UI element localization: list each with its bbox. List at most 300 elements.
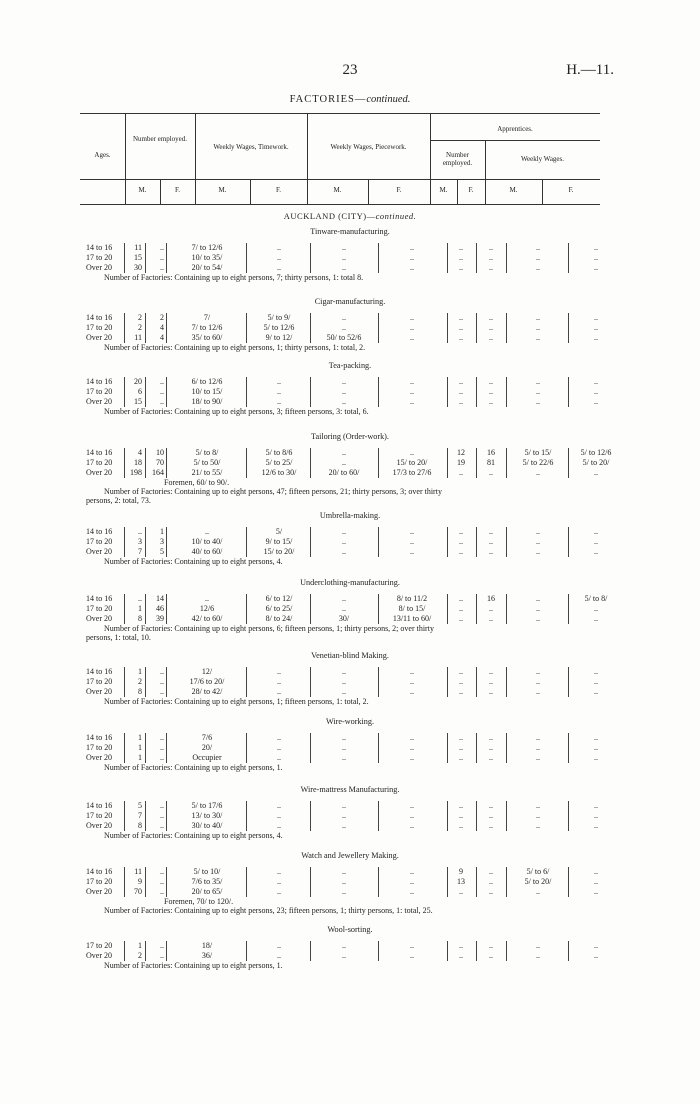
- section-block: [86, 733, 616, 772]
- table-cell: ..: [594, 743, 598, 752]
- table-cell: ..: [594, 941, 598, 950]
- column-rule: [246, 527, 247, 557]
- table-cell: ..: [459, 687, 463, 696]
- table-cell: 14 to 16: [86, 594, 113, 603]
- table-cell: ..: [489, 687, 493, 696]
- table-cell: ..: [277, 253, 281, 262]
- table-cell: ..: [410, 397, 414, 406]
- table-cell: 46: [156, 604, 164, 613]
- table-cell: 70: [134, 887, 142, 896]
- table-cell: 20/ to 54/: [191, 263, 223, 272]
- table-cell: 11: [134, 243, 142, 252]
- section-title: Cigar-manufacturing.: [314, 297, 386, 306]
- column-rule: [476, 941, 477, 961]
- table-cell: ..: [410, 547, 414, 556]
- table-cell: ..: [536, 811, 540, 820]
- table-cell: ..: [160, 801, 164, 810]
- column-rule: [447, 448, 448, 478]
- column-rule: [124, 733, 125, 763]
- column-rule: [447, 594, 448, 624]
- table-cell: ..: [342, 951, 346, 960]
- table-cell: 7/: [203, 313, 211, 322]
- table-cell: ..: [536, 887, 540, 896]
- table-cell: 10/ to 40/: [191, 537, 223, 546]
- table-cell: ..: [489, 537, 493, 546]
- table-cell: 15/ to 20/: [263, 547, 295, 556]
- table-cell: ..: [277, 951, 281, 960]
- column-rule: [145, 377, 146, 407]
- section-block: [86, 667, 616, 706]
- table-cell: ..: [277, 821, 281, 830]
- table-cell: 5/ to 12/6: [263, 323, 295, 332]
- column-rule: [145, 448, 146, 478]
- column-rule: [447, 527, 448, 557]
- table-cell: ..: [277, 867, 281, 876]
- table-cell: 13/ to 30/: [191, 811, 223, 820]
- table-cell: ..: [342, 753, 346, 762]
- table-cell: ..: [342, 733, 346, 742]
- table-cell: ..: [594, 604, 598, 613]
- table-cell: ..: [459, 387, 463, 396]
- table-cell: ..: [342, 877, 346, 886]
- table-cell: 5/ to 9/: [267, 313, 291, 322]
- table-cell: 20/ to 65/: [191, 887, 223, 896]
- table-cell: ..: [536, 377, 540, 386]
- table-cell: 18/: [201, 941, 213, 950]
- table-cell: ..: [277, 243, 281, 252]
- header-f: F.: [275, 186, 282, 194]
- column-rule: [246, 941, 247, 961]
- header-weekly-timework: Weekly Wages, Timework.: [213, 143, 289, 151]
- table-cell: 4: [138, 448, 142, 457]
- table-cell: ..: [342, 377, 346, 386]
- table-cell: ..: [594, 377, 598, 386]
- page-reference: H.—11.: [566, 62, 614, 78]
- column-rule: [447, 801, 448, 831]
- table-cell: ..: [342, 458, 346, 467]
- section-block: [86, 941, 616, 970]
- table-cell: ..: [410, 753, 414, 762]
- table-cell: 13: [457, 877, 465, 886]
- table-cell: ..: [594, 387, 598, 396]
- factory-count-note: persons, 2: total, 73.: [86, 496, 151, 505]
- column-rule: [124, 801, 125, 831]
- table-cell: ..: [342, 811, 346, 820]
- table-cell: ..: [160, 877, 164, 886]
- table-cell: ..: [342, 527, 346, 536]
- table-cell: ..: [459, 614, 463, 623]
- column-rule: [506, 941, 507, 961]
- table-cell: ..: [536, 941, 540, 950]
- table-cell: ..: [410, 811, 414, 820]
- table-cell: ..: [160, 821, 164, 830]
- column-rule: [310, 733, 311, 763]
- table-cell: ..: [342, 387, 346, 396]
- table-cell: 2: [160, 313, 164, 322]
- table-cell: 14 to 16: [86, 667, 113, 676]
- table-cell: 14 to 16: [86, 801, 113, 810]
- table-cell: 8/ to 11/2: [396, 594, 428, 603]
- table-cell: ..: [459, 801, 463, 810]
- table-cell: 5/ to 6/: [526, 867, 550, 876]
- table-cell: 8: [138, 821, 142, 830]
- table-cell: ..: [459, 887, 463, 896]
- column-rule: [124, 667, 125, 697]
- table-cell: ..: [536, 604, 540, 613]
- table-title: [0, 94, 700, 105]
- table-cell: ..: [489, 333, 493, 342]
- table-cell: ..: [410, 377, 414, 386]
- table-cell: ..: [459, 594, 463, 603]
- column-rule: [145, 527, 146, 557]
- table-cell: 17 to 20: [86, 387, 113, 396]
- column-rule: [447, 313, 448, 343]
- table-cell: Over 20: [86, 951, 112, 960]
- table-cell: ..: [342, 801, 346, 810]
- header-ages: Ages.: [94, 151, 111, 159]
- table-cell: 14 to 16: [86, 527, 113, 536]
- table-cell: ..: [536, 753, 540, 762]
- column-rule: [145, 733, 146, 763]
- table-cell: 5/ to 10/: [193, 867, 221, 876]
- factory-count-note: Number of Factories: Containing up to eight persons, 6; fifteen persons, 1; thirty persons, 2; over thirty: [104, 624, 434, 633]
- table-cell: ..: [160, 397, 164, 406]
- table-cell: ..: [459, 537, 463, 546]
- table-cell: ..: [138, 594, 142, 603]
- section-block: [86, 867, 616, 915]
- header-weekly-piecework: Weekly Wages, Piecework.: [330, 143, 407, 151]
- section-title: Wire-working.: [325, 717, 375, 726]
- section-title: Tea-packing.: [328, 361, 372, 370]
- table-cell: 5/ to 15/: [524, 448, 552, 457]
- table-cell: 12: [457, 448, 465, 457]
- table-cell: 6: [138, 387, 142, 396]
- column-rule: [166, 667, 167, 697]
- table-cell: ..: [536, 667, 540, 676]
- table-cell: ..: [536, 323, 540, 332]
- table-cell: ..: [410, 333, 414, 342]
- table-cell: ..: [410, 387, 414, 396]
- table-cell: ..: [160, 941, 164, 950]
- table-cell: ..: [410, 527, 414, 536]
- factory-count-note: Number of Factories: Containing up to eight persons, 47; fifteen persons, 21; thirty persons, 3; over thirty: [104, 487, 442, 496]
- table-cell: ..: [536, 687, 540, 696]
- section-block: [86, 377, 616, 416]
- table-cell: ..: [160, 733, 164, 742]
- table-cell: 8/ to 15/: [398, 604, 426, 613]
- table-cell: ..: [489, 887, 493, 896]
- column-rule: [378, 313, 379, 343]
- column-rule: [447, 733, 448, 763]
- table-cell: ..: [536, 614, 540, 623]
- table-cell: ..: [536, 677, 540, 686]
- table-cell: ..: [277, 733, 281, 742]
- table-cell: 5/ to 20/: [524, 877, 552, 886]
- table-cell: ..: [459, 733, 463, 742]
- column-rule: [568, 594, 569, 624]
- factory-count-note: Number of Factories: Containing up to eight persons, 1; thirty persons, 1: total, 2.: [104, 343, 366, 352]
- column-rule: [310, 941, 311, 961]
- column-rule: [447, 243, 448, 273]
- table-cell: ..: [459, 743, 463, 752]
- table-cell: ..: [410, 677, 414, 686]
- column-rule: [310, 801, 311, 831]
- column-rule: [378, 941, 379, 961]
- column-rule: [568, 313, 569, 343]
- table-cell: 17 to 20: [86, 877, 113, 886]
- table-cell: ..: [160, 263, 164, 272]
- table-cell: ..: [489, 877, 493, 886]
- table-cell: 17 to 20: [86, 604, 113, 613]
- table-cell: ..: [277, 801, 281, 810]
- table-cell: 20: [134, 377, 142, 386]
- table-cell: Over 20: [86, 887, 112, 896]
- table-cell: ..: [459, 527, 463, 536]
- table-cell: 17 to 20: [86, 941, 113, 950]
- table-cell: 5/ to 50/: [193, 458, 221, 467]
- table-cell: 1: [138, 604, 142, 613]
- table-cell: 13/11 to 60/: [392, 614, 432, 623]
- table-cell: ..: [594, 951, 598, 960]
- table-cell: ..: [536, 397, 540, 406]
- table-cell: 30/ to 40/: [191, 821, 223, 830]
- table-cell: ..: [160, 667, 164, 676]
- column-rule: [246, 377, 247, 407]
- table-cell: 2: [138, 677, 142, 686]
- table-cell: ..: [459, 333, 463, 342]
- table-cell: Over 20: [86, 468, 112, 477]
- column-rule: [246, 313, 247, 343]
- column-rule: [506, 801, 507, 831]
- table-cell: Over 20: [86, 333, 112, 342]
- section-title: Venetian-blind Making.: [311, 651, 389, 660]
- column-rule: [145, 867, 146, 897]
- table-cell: ..: [410, 867, 414, 876]
- section-title: Wire-mattress Manufacturing.: [300, 785, 400, 794]
- table-cell: ..: [277, 941, 281, 950]
- column-rule: [246, 667, 247, 697]
- table-cell: ..: [489, 263, 493, 272]
- table-cell: ..: [410, 941, 414, 950]
- header-m: M.: [218, 186, 227, 194]
- column-rule: [476, 377, 477, 407]
- column-rule: [310, 594, 311, 624]
- column-rule: [506, 527, 507, 557]
- table-cell: 10/ to 35/: [191, 253, 223, 262]
- table-cell: ..: [342, 941, 346, 950]
- table-cell: ..: [410, 951, 414, 960]
- foremen-note: Foremen, 70/ to 120/.: [164, 897, 234, 906]
- table-cell: ..: [536, 733, 540, 742]
- section-title: Tailoring (Order-work).: [311, 432, 389, 441]
- column-rule: [506, 867, 507, 897]
- column-rule: [246, 594, 247, 624]
- section-block: [86, 448, 616, 505]
- section-title: Underclothing-manufacturing.: [300, 578, 400, 587]
- table-cell: ..: [277, 397, 281, 406]
- table-cell: ..: [594, 801, 598, 810]
- column-rule: [166, 867, 167, 897]
- table-cell: ..: [459, 313, 463, 322]
- city-heading-main: AUCKLAND (CITY)—: [283, 211, 376, 221]
- column-rule: [166, 448, 167, 478]
- table-cell: 20/: [201, 743, 213, 752]
- table-cell: 28/ to 42/: [191, 687, 223, 696]
- column-rule: [310, 527, 311, 557]
- table-cell: 5/ to 8/: [195, 448, 219, 457]
- column-rule: [506, 448, 507, 478]
- table-cell: ..: [410, 733, 414, 742]
- table-cell: ..: [536, 333, 540, 342]
- table-cell: ..: [160, 687, 164, 696]
- table-cell: 12/6 to 30/: [261, 468, 297, 477]
- table-cell: ..: [594, 323, 598, 332]
- column-rule: [246, 243, 247, 273]
- table-cell: 42/ to 60/: [191, 614, 223, 623]
- column-rule: [310, 243, 311, 273]
- table-cell: ..: [594, 753, 598, 762]
- factory-count-note: Number of Factories: Containing up to eight persons, 1; fifteen persons, 1: total, 2.: [104, 697, 369, 706]
- column-rule: [124, 448, 125, 478]
- table-cell: ..: [489, 387, 493, 396]
- column-rule: [145, 313, 146, 343]
- table-cell: 36/: [201, 951, 213, 960]
- column-rule: [568, 733, 569, 763]
- section-title: Tinware-manufacturing.: [310, 227, 390, 236]
- table-cell: ..: [594, 527, 598, 536]
- table-cell: 14 to 16: [86, 377, 113, 386]
- table-cell: 30: [134, 263, 142, 272]
- factory-count-note: Number of Factories: Containing up to eight persons, 3; fifteen persons, 3: total, 6.: [104, 407, 369, 416]
- table-cell: ..: [277, 667, 281, 676]
- column-rule: [476, 867, 477, 897]
- table-cell: 17 to 20: [86, 458, 113, 467]
- column-rule: [124, 313, 125, 343]
- header-m: M.: [439, 186, 448, 194]
- table-cell: ..: [160, 243, 164, 252]
- factory-count-note: persons, 1: total, 10.: [86, 633, 151, 642]
- table-cell: 1: [138, 667, 142, 676]
- table-cell: ..: [410, 887, 414, 896]
- column-rule: [447, 377, 448, 407]
- table-cell: 7/6: [201, 733, 213, 742]
- table-cell: ..: [536, 263, 540, 272]
- table-cell: ..: [594, 547, 598, 556]
- table-cell: 21/ to 55/: [191, 468, 223, 477]
- table-cell: ..: [410, 448, 414, 457]
- column-rule: [568, 448, 569, 478]
- table-cell: 4: [160, 323, 164, 332]
- header-f: F.: [174, 186, 181, 194]
- header-f: F.: [568, 186, 574, 194]
- table-cell: 5: [138, 801, 142, 810]
- column-rule: [506, 667, 507, 697]
- table-cell: ..: [205, 594, 209, 603]
- table-cell: 2: [138, 313, 142, 322]
- column-rule: [447, 667, 448, 697]
- column-rule: [310, 313, 311, 343]
- table-cell: ..: [489, 951, 493, 960]
- column-rule: [568, 867, 569, 897]
- table-cell: ..: [410, 243, 414, 252]
- table-cell: 20/ to 60/: [328, 468, 360, 477]
- table-cell: ..: [459, 677, 463, 686]
- column-rule: [124, 377, 125, 407]
- column-rule: [378, 243, 379, 273]
- table-cell: ..: [459, 753, 463, 762]
- table-cell: ..: [410, 877, 414, 886]
- table-cell: ..: [277, 687, 281, 696]
- table-cell: ..: [594, 887, 598, 896]
- table-cell: 1: [160, 527, 164, 536]
- column-rule: [145, 941, 146, 961]
- table-cell: 3: [138, 537, 142, 546]
- table-cell: ..: [160, 387, 164, 396]
- table-cell: ..: [342, 887, 346, 896]
- section-block: [86, 594, 616, 642]
- table-cell: 17 to 20: [86, 677, 113, 686]
- table-cell: ..: [459, 323, 463, 332]
- table-cell: 8/ to 24/: [265, 614, 293, 623]
- table-cell: ..: [459, 811, 463, 820]
- table-cell: 10: [156, 448, 164, 457]
- table-cell: 40/ to 60/: [191, 547, 223, 556]
- table-cell: 18: [134, 458, 142, 467]
- table-cell: ..: [594, 614, 598, 623]
- table-cell: 35/ to 60/: [191, 333, 223, 342]
- table-cell: 12/: [201, 667, 213, 676]
- table-cell: ..: [489, 677, 493, 686]
- column-rule: [506, 377, 507, 407]
- table-cell: ..: [489, 811, 493, 820]
- factory-count-note: Number of Factories: Containing up to eight persons, 1.: [104, 763, 283, 772]
- table-cell: ..: [277, 887, 281, 896]
- page-number: 23: [342, 62, 358, 78]
- table-cell: 5: [160, 547, 164, 556]
- table-cell: ..: [594, 867, 598, 876]
- table-cell: 15: [134, 253, 142, 262]
- column-rule: [476, 594, 477, 624]
- table-cell: ..: [489, 547, 493, 556]
- table-cell: ..: [594, 821, 598, 830]
- table-cell: ..: [536, 468, 540, 477]
- table-cell: ..: [160, 743, 164, 752]
- table-cell: ..: [489, 821, 493, 830]
- table-cell: 14 to 16: [86, 867, 113, 876]
- column-rule: [124, 243, 125, 273]
- table-cell: ..: [489, 867, 493, 876]
- table-cell: ..: [342, 263, 346, 272]
- table-cell: ..: [489, 941, 493, 950]
- table-cell: 17 to 20: [86, 743, 113, 752]
- table-cell: 11: [134, 333, 142, 342]
- table-cell: ..: [277, 263, 281, 272]
- column-rule: [310, 448, 311, 478]
- header-m: M.: [138, 186, 147, 194]
- table-cell: ..: [410, 323, 414, 332]
- table-title-main: FACTORIES—: [289, 94, 367, 105]
- table-cell: ..: [459, 263, 463, 272]
- table-cell: ..: [459, 667, 463, 676]
- table-cell: 14 to 16: [86, 313, 113, 322]
- table-cell: ..: [536, 387, 540, 396]
- factory-count-note: Number of Factories: Containing up to eight persons, 4.: [104, 831, 283, 840]
- table-cell: 17/3 to 27/6: [392, 468, 432, 477]
- table-cell: 10/ to 15/: [191, 387, 223, 396]
- table-cell: 5/ to 20/: [582, 458, 610, 467]
- column-rule: [145, 801, 146, 831]
- table-cell: ..: [536, 951, 540, 960]
